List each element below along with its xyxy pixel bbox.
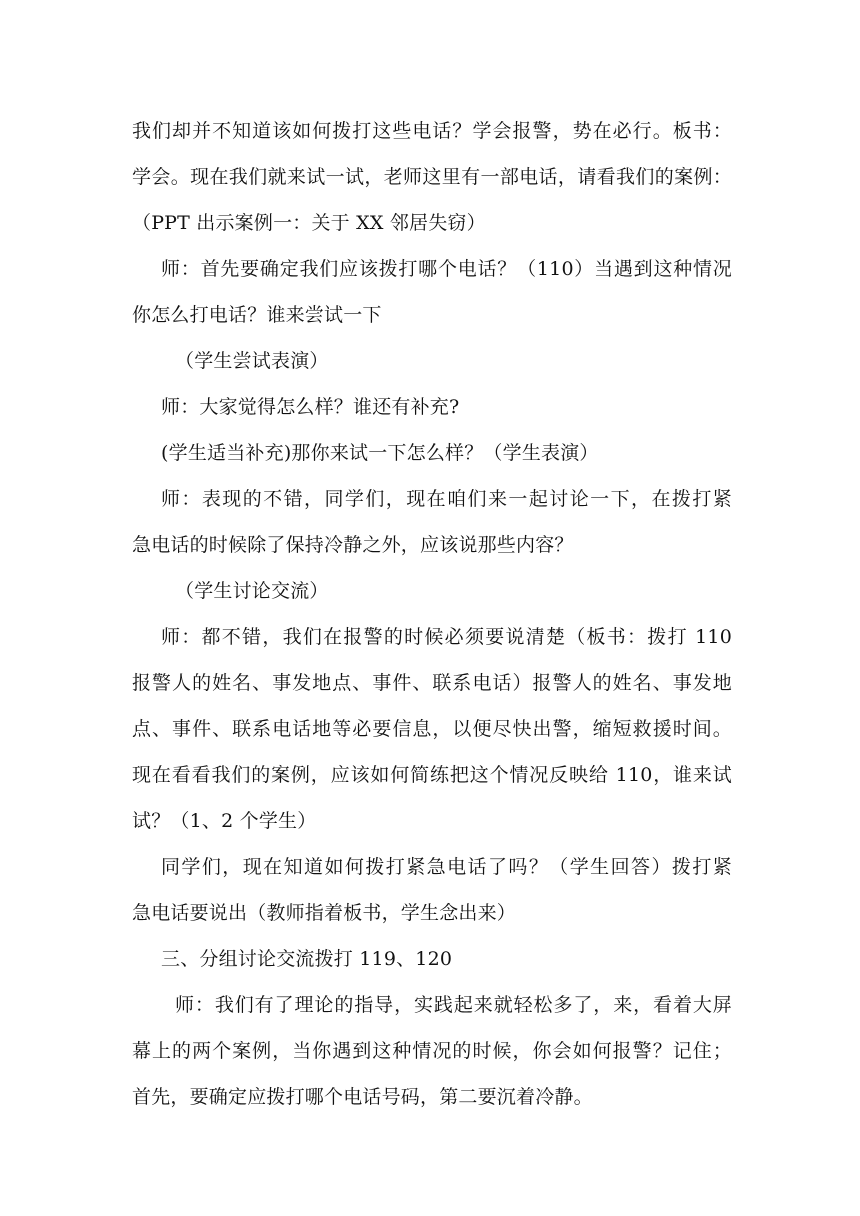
text-line-20: 师：我们有了理论的指导，实践起来就轻松多了，来，看着大屏 xyxy=(175,994,732,1016)
text-line-11: （学生讨论交流） xyxy=(175,580,329,602)
text-line-16: 试？（1、2 个学生） xyxy=(132,810,317,832)
text-line-7: 师：大家觉得怎么样？谁还有补充? xyxy=(161,396,460,418)
text-line-13: 报警人的姓名、事发地点、事件、联系电话）报警人的姓名、事发地 xyxy=(132,672,732,694)
text-line-15: 现在看看我们的案例，应该如何简练把这个情况反映给 110，谁来试 xyxy=(132,764,732,786)
text-line-18: 急电话要说出（教师指着板书，学生念出来） xyxy=(132,902,517,924)
section-heading: 三、分组讨论交流拨打 119、120 xyxy=(161,948,453,970)
text-line-22: 首先，要确定应拨打哪个电话号码，第二要沉着冷静。 xyxy=(132,1086,593,1108)
text-line-1: 我们却并不知道该如何拨打这些电话？学会报警，势在必行。板书： xyxy=(132,120,732,142)
text-line-21: 幕上的两个案例，当你遇到这种情况的时候，你会如何报警？记住； xyxy=(132,1040,732,1062)
text-line-12: 师：都不错，我们在报警的时候必须要说清楚（板书：拨打 110 xyxy=(161,626,732,648)
text-line-10: 急电话的时候除了保持冷静之外，应该说那些内容？ xyxy=(132,534,574,556)
text-line-5: 你怎么打电话？谁来尝试一下 xyxy=(132,304,382,326)
text-line-2: 学会。现在我们就来试一试，老师这里有一部电话，请看我们的案例： xyxy=(132,166,732,188)
text-line-17: 同学们，现在知道如何拨打紧急电话了吗？（学生回答）拨打紧 xyxy=(161,856,732,878)
text-line-8: (学生适当补充)那你来试一下怎么样？（学生表演） xyxy=(161,442,599,464)
text-line-9: 师：表现的不错，同学们，现在咱们来一起讨论一下，在拨打紧 xyxy=(161,488,732,510)
text-line-4: 师：首先要确定我们应该拨打哪个电话？（110）当遇到这种情况 xyxy=(161,258,732,280)
document-body xyxy=(132,108,732,1120)
text-line-14: 点、事件、联系电话地等必要信息，以便尽快出警，缩短救援时间。 xyxy=(132,718,732,740)
text-line-6: （学生尝试表演） xyxy=(175,350,329,372)
text-line-3: （PPT 出示案例一：关于 XX 邻居失窃） xyxy=(132,212,486,234)
